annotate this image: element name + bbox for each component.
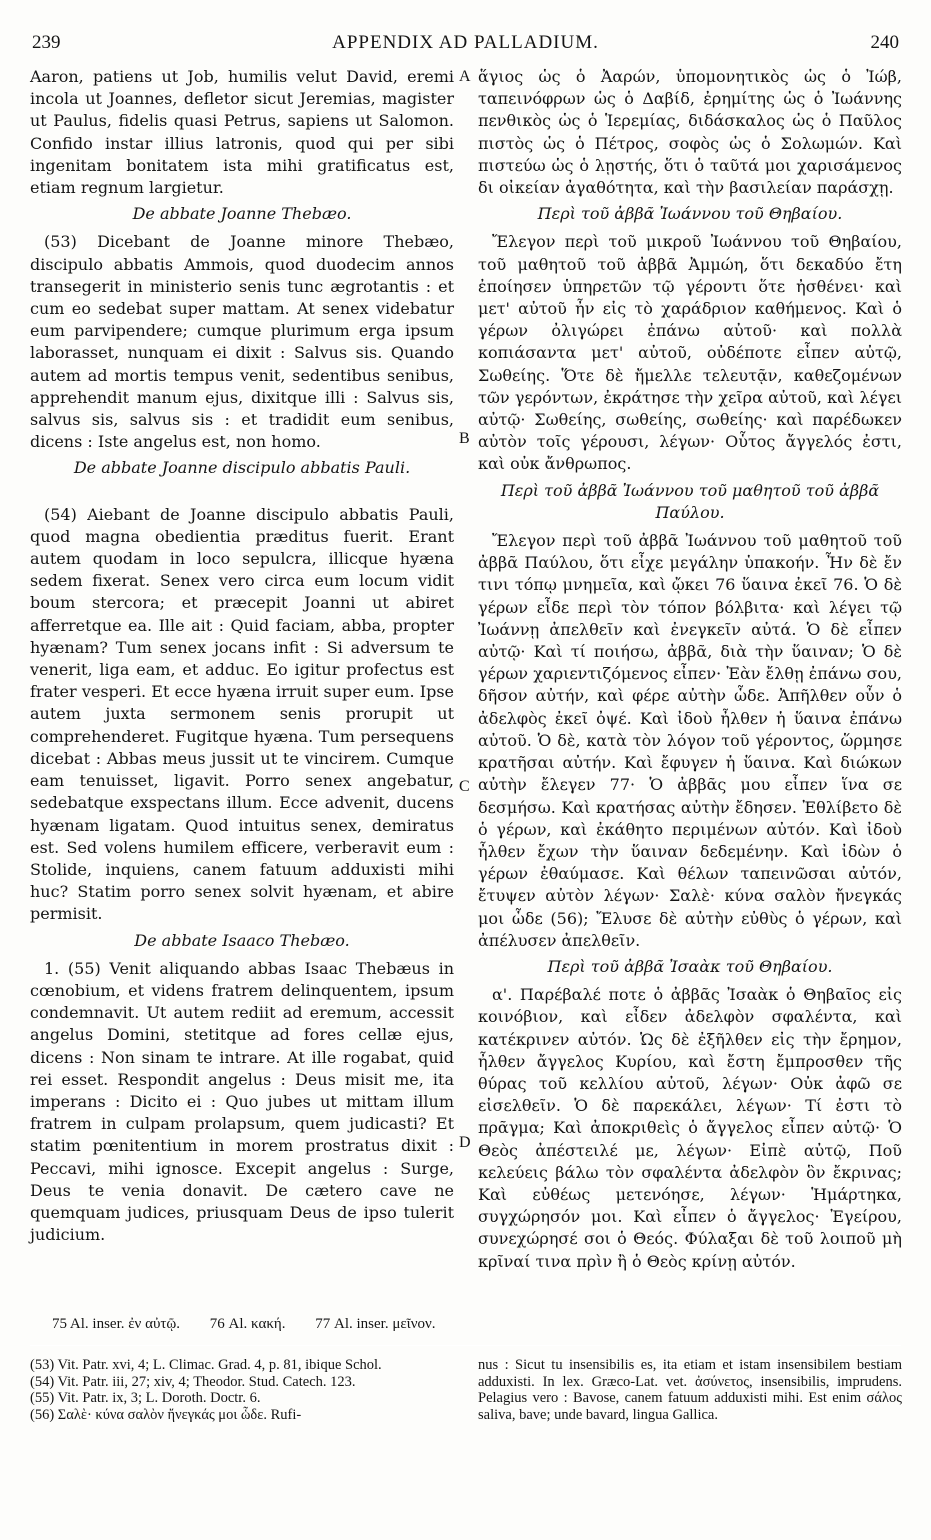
page-number-right: 240	[870, 32, 899, 53]
greek-paragraph-53: Ἔλεγον περὶ τοῦ μικροῦ Ἰωάννου τοῦ Θηβαίου, τοῦ μαθητοῦ τοῦ ἀββᾶ Ἀμμώη, ὅτι δεκαδύο ἔτη ἐποίησεν ὑπηρετῶν τῷ γέροντι ὅτε ἠσθένει· καὶ μετ' αὐτοῦ ἦν εἰς τὸ χαράδριον καθήμενος. Καὶ ὁ γέρων ὀλιγώρει ἐπάνω αὐτοῦ· καὶ πολλὰ κοπιάσαντα μετ' αὐτοῦ, οὐδέποτε εἶπεν αὐτῷ, Σωθείης. Ὅτε δὲ ἤμελλε τελευτᾷν, καθεζομένων τῶν γερόντων, ἐκράτησε τὴν χεῖρα αὐτοῦ, καὶ λέγει αὐτῷ· Σωθείης, σωθείης, σωθείης· καὶ παρέδωκεν αὐτὸν τοῖς γέρουσι, λέγων· Οὗτος ἄγγελός ἐστι, καὶ οὐκ ἄνθρωπος.	[478, 232, 902, 474]
margin-marker-c: C	[459, 778, 470, 795]
reference-note-continuation: nus : Sicut tu insensibilis es, ita etiam et istam insensibilem bestiam adduxisti. In lex. Græco-Lat. vet. ἀσύνετος, insensibilis, imprudens. Pelagius vero : Bavose, canem fatuum adduxisti mihi. Est enim σάλος saliva, bave; unde bavard, lingua Gallica.	[478, 1357, 902, 1423]
reference-53: (53) Vit. Patr. xvi, 4; L. Climac. Grad. 4, p. 81, ibique Schol.	[30, 1357, 382, 1373]
page-header	[0, 32, 931, 56]
divider	[30, 1345, 901, 1346]
footnote-77: 77 Al. inser. μεῖνον.	[315, 1316, 436, 1332]
running-title: APPENDIX AD PALLADIUM.	[332, 32, 599, 53]
margin-marker-a: A	[459, 68, 471, 85]
greek-paragraph-1: ἅγιος ὡς ὁ Ἀαρών, ὑπομονητικὸς ὡς ὁ Ἰώβ, ταπεινόφρων ὡς ὁ Δαβίδ, ἐρημίτης ὡς ὁ Ἰωάννης πενθικὸς ὡς ὁ Ἱερεμίας, διδάσκαλος ὡς ὁ Παῦλος πιστὸς ὡς ὁ Πέτρος, σοφὸς ὡς ὁ Σολωμών. Καὶ πιστεύω ὡς ὁ λῃστής, ὅτι ὁ ταῦτά μοι χαρισάμενος δι οἰκείαν ἀγαθότητα, καὶ τὴν βασιλείαν παράσχῃ.	[478, 67, 902, 198]
footnotes	[52, 1316, 462, 1333]
margin-marker-b: B	[459, 430, 470, 447]
latin-paragraph-55: 1. (55) Venit aliquando abbas Isaac Thebæus in cœnobium, et videns fratrem delinquentem, ipsum condemnavit. Ut autem rediit ad eremum, accessit angelus Domini, stetitque ad fores cellæ ejus, dicens : Non sinam te intrare. At ille rogabat, quid rei esset. Respondit angelus : Deus misit me, ita imperans : Dicito ei : Quo jubes ut mittam illum fratrem in culpam prolapsum, quem judicasti? Et statim pœnitentium in morem prostratus dixit : Peccavi, mihi ignosce. Excepit angelus : Surge, Deus te venia donavit. De cætero cave ne quemquam judices, priusquam Deus de ipso tulerit judicium.	[30, 958, 454, 1245]
source-references	[30, 1357, 454, 1423]
greek-paragraph-55: α'. Παρέβαλέ ποτε ὁ ἀββᾶς Ἰσαὰκ ὁ Θηβαῖος εἰς κοινόβιον, καὶ εἶδεν ἀδελφὸν σφαλέντα, καὶ κατέκρινεν αὐτόν. Ὡς δὲ ἐξῆλθεν εἰς τὴν ἔρημον, ἦλθεν ἄγγελος Κυρίου, καὶ ἔστη ἔμπροσθεν τῆς θύρας τοῦ κελλίου αὐτοῦ, λέγων· Οὐκ ἀφῶ σε εἰσελθεῖν. Ὁ δὲ παρεκάλει, λέγων· Τί ἐστι τὸ πρᾶγμα; Καὶ ἀποκριθεὶς ὁ ἄγγελος εἶπεν αὐτῷ· Ὁ Θεὸς ἀπέστειλέ με, λέγων· Εἰπὲ αὐτῷ, Ποῦ κελεύεις βάλω τὸν σφαλέντα ἀδελφὸν ὃν ἔκρινας; Καὶ εὐθέως μετενόησε, λέγων· Ἡμάρτηκα, συγχώρησόν μοι. Καὶ εἶπεν ὁ ἄγγελος· Ἐγείρου, συνεχώρησέ σοι ὁ Θεός. Φύλαξαι δὲ τοῦ λοιποῦ μὴ κρῖναί τινα πρὶν ἢ ὁ Θεὸς κρίνῃ αὐτόν.	[478, 985, 902, 1271]
latin-paragraph-53: (53) Dicebant de Joanne minore Thebæo, discipulo abbatis Ammois, quod duodecim annos transegerit in ministerio senis tunc ægrotantis : et cum eo sedebat super mattam. At senex videbatur eum parvipendere; cumque plurimum erga ipsum laborasset, nunquam ei dixit : Salvus sis. Quando autem ad mortis tempus venit, sedentibus senibus, apprehendit manum ejus, dixitque illi : Salvus sis, salvus sis, salvus sis : et tradidit eum senibus, dicens : Iste angelus est, non homo.	[30, 232, 454, 452]
margin-marker-d: D	[459, 1134, 471, 1151]
latin-paragraph-54: (54) Aiebant de Joanne discipulo abbatis Pauli, quod magna obedientia præditus fuerit. Erant autem quodam in loco sepulcra, illicque hyæna sedem fixerat. Senex vero circa eum locum vidit boum stercora; et præcepit Joanni ut abiret afferretque ea. Ille ait : Quid faciam, abba, propter hyænam? Tum senex jocans infit : Si adversum te venerit, liga eam, et adduc. Eo igitur profectus est frater vesperi. Et ecce hyæna irruit super eum. Ipse autem juxta sermonem senis prorupit ut comprehenderet. Fugitque hyæna. Tum persequens dicebat : Abbas meus jussit ut te vincirem. Cumque eam tenuisset, ligavit. Porro senex angebatur, sedebatque exspectans illum. Ecce advenit, ducens hyænam ligatam. Quod intuitus senex, demiratus est. Sed volens humilem efficere, verberavit eum : Stolide, inquiens, canem fatuum adduxisti mihi huc? Statim porro senex solvit hyænam, et abire permisit.	[30, 504, 454, 924]
reference-56: (56) Σαλὲ· κύνα σαλὸν ἤνεγκάς μοι ὧδε. Rufi-	[30, 1406, 302, 1423]
latin-heading-isaaco: De abbate Isaaco Thebæo.	[134, 930, 350, 950]
latin-heading-joanne-thebaeo: De abbate Joanne Thebæo.	[132, 204, 352, 224]
greek-column	[478, 66, 902, 1277]
latin-column	[30, 66, 454, 1250]
latin-heading-joanne-discipulo: De abbate Joanne discipulo abbatis Pauli.	[73, 458, 411, 478]
greek-heading-ioannou-thebaiou: Περὶ τοῦ ἀββᾶ Ἰωάννου τοῦ Θηβαίου.	[537, 204, 843, 224]
reference-54: (54) Vit. Patr. iii, 27; xiv, 4; Theodor. Stud. Catech. 123.	[30, 1373, 356, 1390]
footnote-75: 75 Al. inser. ἐν αὐτῷ.	[52, 1316, 181, 1332]
footnote-76: 76 Al. κακή.	[209, 1316, 286, 1332]
greek-paragraph-54: Ἔλεγον περὶ τοῦ ἀββᾶ Ἰωάννου τοῦ μαθητοῦ τοῦ ἀββᾶ Παύλου, ὅτι εἶχε μεγάλην ὑπακοήν. Ἦν δὲ ἔν τινι τόπῳ μνημεῖα, καὶ ᾤκει 76 ὕαινα ἐκεῖ 76. Ὁ δὲ γέρων εἶδε περὶ τὸν τόπον βόλβιτα· καὶ λέγει τῷ Ἰωάννῃ ἀπελθεῖν καὶ ἐνεγκεῖν αὐτά. Ὁ δὲ εἶπεν αὐτῷ· Καὶ τί ποιήσω, ἀββᾶ, διὰ τὴν ὕαιναν; Ὁ δὲ γέρων χαριεντιζόμενος εἶπεν· Ἐὰν ἔλθῃ ἐπάνω σου, δῆσον αὐτήν, καὶ φέρε αὐτὴν ὧδε. Ἀπῆλθεν οὖν ὁ ἀδελφὸς ἐκεῖ ὀψέ. Καὶ ἰδοὺ ἦλθεν ἡ ὕαινα ἐπάνω αὐτοῦ. Ὁ δὲ, κατὰ τὸν λόγον τοῦ γέροντος, ὥρμησε κρατῆσαι αὐτήν. Καὶ ἔφυγεν ἡ ὕαινα. Καὶ διώκων αὐτὴν ἔλεγεν 77· Ὁ ἀββᾶς μου εἶπεν ἵνα σε δεσμήσω. Καὶ κρατήσας αὐτὴν ἔδησεν. Ἐθλίβετο δὲ ὁ γέρων, καὶ ἐκάθητο περιμένων αὐτόν. Καὶ ἰδοὺ ἦλθεν ἔχων τὴν ὕαιναν δεδεμένην. Καὶ ἰδὼν ὁ γέρων ἐθαύμασε. Καὶ θέλων ταπεινῶσαι αὐτόν, ἔτυψεν αὐτὸν λέγων· Σαλὲ· κύνα σαλὸν ἤνεγκάς μοι ὧδε (56); Ἔλυσε δὲ αὐτὴν εὐθὺς ὁ γέρων, καὶ ἀπέλυσεν ἀπελθεῖν.	[478, 531, 902, 950]
greek-heading-isaak: Περὶ τοῦ ἀββᾶ Ἰσαὰκ τοῦ Θηβαίου.	[547, 956, 833, 976]
latin-paragraph-1: Aaron, patiens ut Job, humilis velut David, eremi incola ut Joannes, defletor sicut Jeremias, magister ut Paulus, fidelis quasi Petrus, sapiens ut Salomon. Confido instar illius latronis, quod qui per sibi ingenitam bonitatem ista mihi gratificatus est, etiam regnum largietur.	[30, 67, 454, 198]
page-number-left: 239	[32, 32, 61, 53]
reference-55: (55) Vit. Patr. ix, 3; L. Doroth. Doctr. 6.	[30, 1390, 261, 1407]
greek-heading-ioannou-mathetou: Περὶ τοῦ ἀββᾶ Ἰωάννου τοῦ μαθητοῦ τοῦ ἀββᾶ Παύλου.	[500, 480, 880, 522]
